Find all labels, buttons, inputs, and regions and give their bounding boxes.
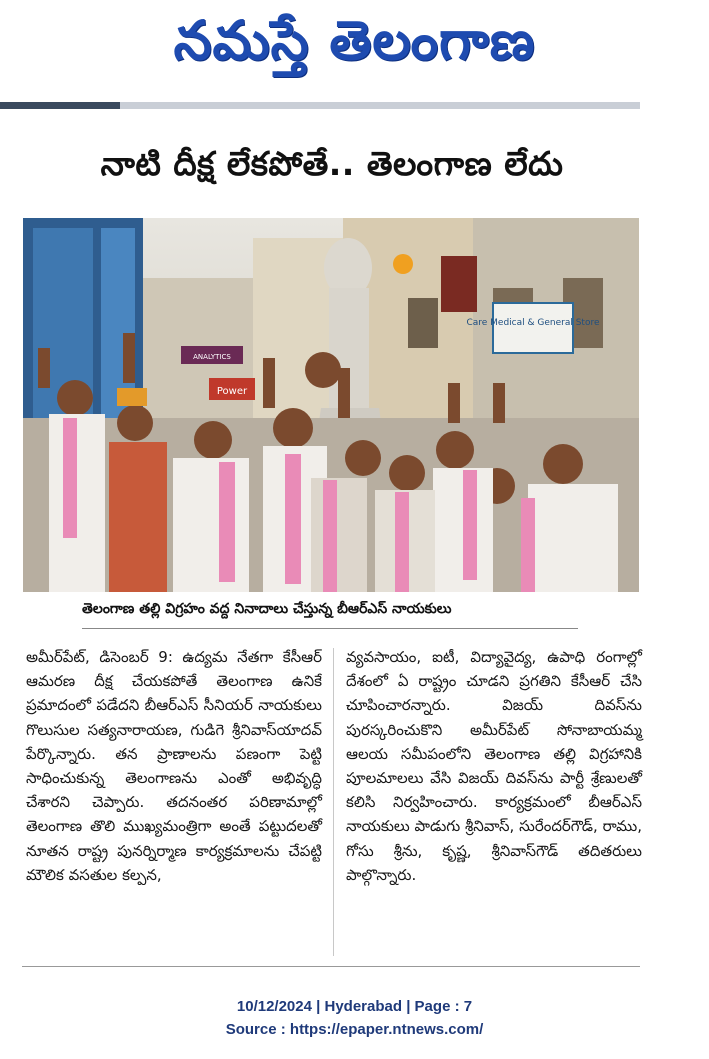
column-divider (333, 648, 334, 956)
shop-sign-text: Care Medical & General Store (466, 318, 600, 328)
newspaper-title: నమస్తే తెలంగాణ (173, 9, 536, 72)
article-column-right: వ్యవసాయం, ఐటీ, విద్యావైద్య, ఉపాధి రంగాల్లో దేశంలో ఏ రాష్ట్రం చూడని ప్రగతిని కేసీఆర్ చేసి చూపించారన్నారు. విజయ్ దివస్‌ను పురస్కరించుకొని అమీర్‌పేట్ సోనాబాయమ్మ ఆలయ సమీపంలోని తెలంగాణ తల్లి విగ్రహానికి పూలమాలలు వేసి విజయ్ దివస్‌ను పార్టీ శ్రేణులతో కలిసి నిర్వహించారు. కార్యక్రమంలో బీఆర్ఎస్ నాయకులు పాడుగు శ్రీనివాస్, సురేందర్‌గౌడ్, రాము, గోసు శ్రీను, కృష్ణ, శ్రీనివాస్‌గౌడ్ తదితరులు పాల్గొన్నారు. (346, 648, 642, 884)
edition-info: 10/12/2024 | Hyderabad | Page : 7 (236, 998, 473, 1015)
photo-caption: తెలంగాణ తల్లి విగ్రహం వద్ద నినాదాలు చేస్తున్న బీఆర్ఎస్ నాయకులు (82, 601, 452, 617)
article-headline: నాటి దీక్ష లేకపోతే.. తెలంగాణ లేదు (100, 144, 564, 183)
masthead-rule-dark (0, 102, 120, 109)
caption-divider (82, 628, 578, 629)
shop-sign-power: Power (216, 386, 248, 397)
source-link[interactable]: Source : https://epaper.ntnews.com/ (225, 1021, 484, 1038)
photo-illustration (23, 218, 639, 592)
news-photo (23, 218, 639, 592)
shop-sign-analytics: ANALYTICS (193, 353, 231, 361)
article-column-left: అమీర్‌పేట్, డిసెంబర్ 9: ఉద్యమ నేతగా కేసీఆర్ ఆమరణ దీక్ష చేయకపోతే తెలంగాణ ఉనికే ప్రమాదంలో పడేదని బీఆర్ఎస్ సీనియర్ నాయకులు గొలుసుల సత్యనారాయణ, గుడిగె శ్రీనివాస్‌యాదవ్ పేర్కొన్నారు. తన ప్రాణాలను పణంగా పెట్టి సాధించుకున్న తెలంగాణను ఎంతో అభివృద్ధి చేశారని చెప్పారు. తదనంతర పరిణామాల్లో తెలంగాణ తొలి ముఖ్యమంత్రిగా అంతే పట్టుదలతో నూతన రాష్ట్ర పునర్నిర్మాణ కార్యక్రమాలను చేపట్టి మౌలిక వసతుల కల్పన, (26, 648, 322, 884)
footer-divider (22, 966, 640, 967)
masthead-rule-light (120, 102, 640, 109)
masthead (0, 0, 709, 100)
